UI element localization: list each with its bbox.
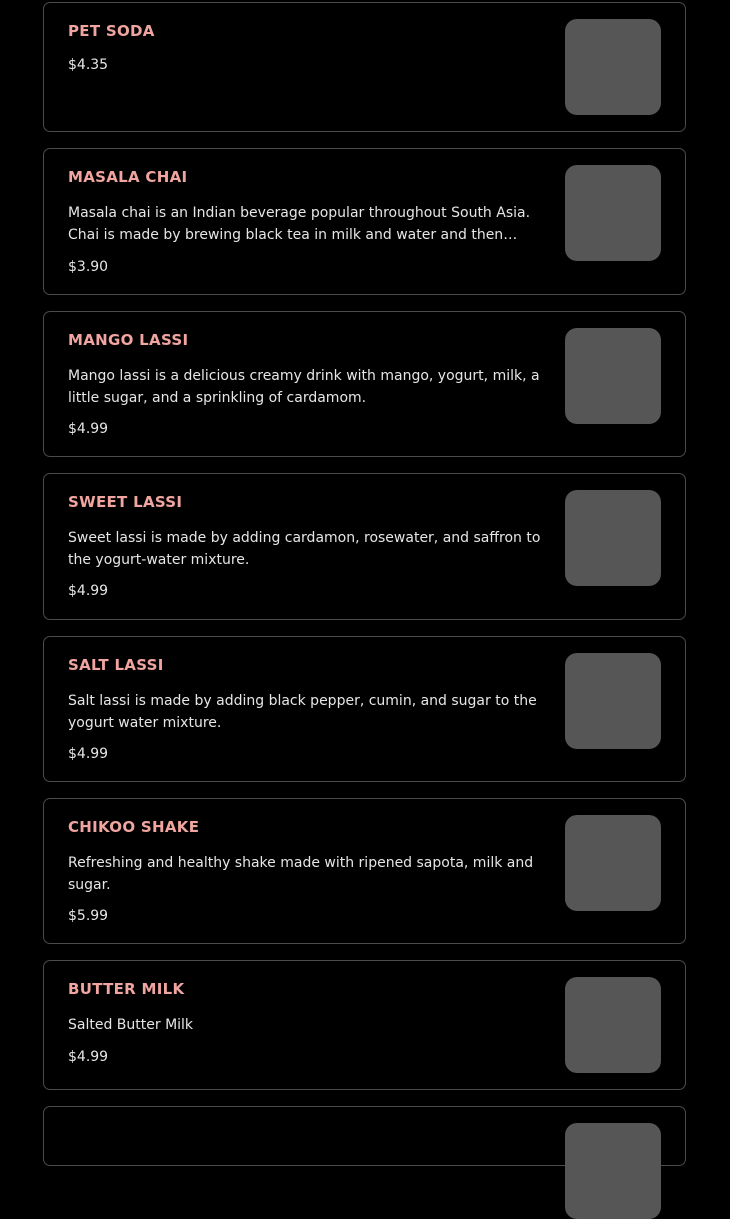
item-price: $4.99 <box>68 1049 109 1065</box>
item-price: $4.35 <box>68 57 109 73</box>
item-image-placeholder <box>565 977 661 1073</box>
item-description: Salted Butter Milk <box>68 1017 194 1033</box>
item-image-placeholder <box>565 19 661 115</box>
item-description: Sweet lassi is made by adding cardamon, rosewater, and saffron to the yogurt-water mixture. <box>68 530 541 568</box>
item-price: $5.99 <box>68 908 109 924</box>
item-description: Refreshing and healthy shake made with ripened sapota, milk and sugar. <box>68 855 534 893</box>
item-image-placeholder <box>565 165 661 261</box>
item-image-placeholder <box>565 328 661 424</box>
menu-item-card[interactable] <box>43 1106 686 1166</box>
menu-item-card[interactable] <box>43 2 686 132</box>
item-price: $4.99 <box>68 583 109 599</box>
item-name: PET SODA <box>68 22 155 40</box>
item-price: $3.90 <box>68 259 109 275</box>
item-description: Masala chai is an Indian beverage popular throughout South Asia. Chai is made by brewing black tea in milk and water and then <box>68 205 531 243</box>
item-image-placeholder <box>565 815 661 911</box>
menu-item-card[interactable] <box>43 798 686 944</box>
item-image-placeholder <box>565 490 661 586</box>
menu-item-card[interactable] <box>43 311 686 457</box>
item-image-placeholder <box>565 1123 661 1219</box>
item-price: $4.99 <box>68 421 109 437</box>
item-image-placeholder <box>565 653 661 749</box>
item-description: Salt lassi is made by adding black pepper, cumin, and sugar to the yogurt water mixture. <box>68 693 537 731</box>
menu-item-card[interactable] <box>43 148 686 295</box>
item-name: SALT LASSI <box>68 656 164 674</box>
item-name: CHIKOO SHAKE <box>68 818 200 836</box>
item-name: MASALA CHAI <box>68 168 188 186</box>
menu-item-card[interactable] <box>43 636 686 782</box>
item-price: $4.99 <box>68 746 109 762</box>
item-name: SWEET LASSI <box>68 493 183 511</box>
menu-item-card[interactable] <box>43 960 686 1090</box>
item-name: MANGO LASSI <box>68 331 189 349</box>
item-name: BUTTER MILK <box>68 980 185 998</box>
item-description: Mango lassi is a delicious creamy drink with mango, yogurt, milk, a little sugar, and a sprinkling of cardamom. <box>68 368 540 406</box>
menu-item-card[interactable] <box>43 473 686 620</box>
